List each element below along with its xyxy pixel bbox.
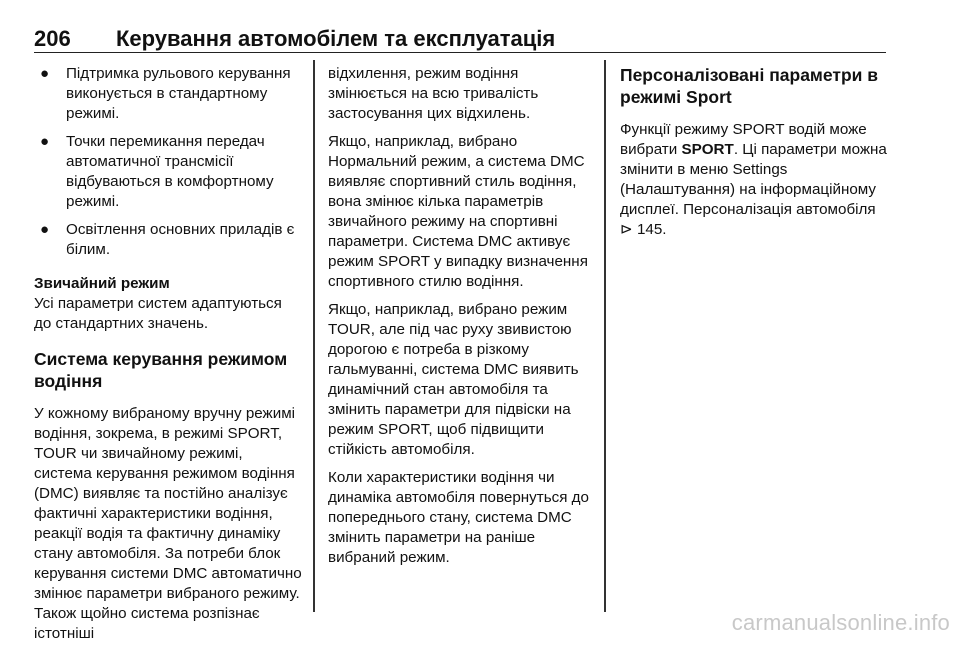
paragraph: Якщо, наприклад, вибрано Нормальний режим, а система DMC виявляє спортивний стиль водіння, вона змінює кілька параметрів звичайного режиму на спортивні параметри. Система DMC активує режим SPORT у випадку визначення спортивного стилю водіння. (328, 133, 588, 290)
bullet-list (34, 64, 302, 260)
paragraph: відхилення, режим водіння змінюється на всю тривалість застосування цих відхилень. (328, 65, 539, 122)
list-item (34, 220, 302, 260)
column-divider (604, 60, 606, 612)
sport-settings-text: Функції режиму SPORT водій може вибрати SPORT. Ці параметри можна змінити в меню Settings (Налаштування) на інформаційному дисплеї. Персоналізація автомобіля ⊳ 145. (620, 121, 887, 238)
column-left (34, 64, 302, 652)
paragraph: Якщо, наприклад, вибрано режим TOUR, але під час руху звивистою дорогою є потреба в різкому гальмуванні, система DMC виявить динамічний стан автомобіля та змінить параметри для підвіски на режим SPORT, щоб підвищити стійкість автомобіля. (328, 301, 579, 458)
list-item (34, 64, 302, 124)
bullet-icon: ● (40, 221, 50, 238)
normal-mode-heading: Звичайний режим (34, 275, 170, 292)
page-ref-number: 145. (632, 221, 667, 238)
column-right (620, 64, 888, 248)
list-item-text: Освітлення основних приладів є білим. (66, 221, 295, 258)
running-title: Керування автомобілем та експлуатація (116, 26, 556, 51)
list-item-text: Точки перемикання передач автоматичної трансмісії відбуваються в комфортному режимі. (66, 133, 274, 210)
dmc-heading: Система керування режимом водіння (34, 349, 288, 391)
normal-mode-text: Усі параметри систем адаптуються до стандартних значень. (34, 295, 282, 332)
page-number: 206 (34, 26, 71, 51)
column-divider (313, 60, 315, 612)
column-middle (328, 64, 600, 576)
watermark: carmanualsonline.info (731, 610, 950, 635)
bullet-icon: ● (40, 65, 50, 82)
bullet-icon: ● (40, 133, 50, 150)
normal-mode-paragraph (34, 274, 302, 334)
page-ref-arrow-icon: ⊳ (620, 221, 633, 238)
paragraph: Коли характеристики водіння чи динаміка автомобіля повернуться до попереднього стану, система DMC змінить параметри на раніше вибраний режим. (328, 469, 589, 566)
page-header (34, 28, 886, 53)
dmc-text: У кожному вибраному вручну режимі водіння, зокрема, в режимі SPORT, TOUR чи звичайному режимі, система керування режимом водіння (DMC) виявляє та постійно аналізує фактичні характеристики водіння, реакції водія та фактичну динаміку стану автомобіля. За потреби блок керування системи DMC автоматично змінює параметри вибраного режиму. Також щойно система розпізнає істотніші (34, 405, 302, 642)
list-item (34, 132, 302, 212)
sport-settings-heading: Персоналізовані параметри в режимі Sport (620, 65, 879, 107)
list-item-text: Підтримка рульового керування виконується в стандартному режимі. (66, 65, 291, 122)
sport-button-label: SPORT (681, 141, 734, 158)
